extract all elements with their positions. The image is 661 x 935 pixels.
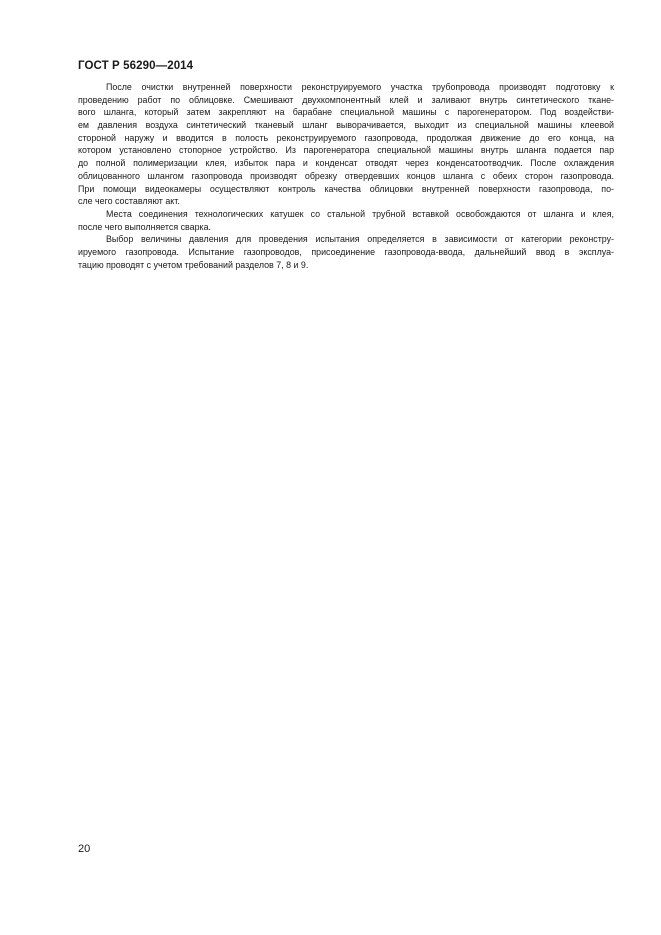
text-line: проведению работ по облицовке. Смешивают двухкомпонентный клей и заливают внутрь синтетического ткане-: [78, 94, 614, 105]
text-line: тацию проводят с учетом требований разделов 7, 8 и 9.: [78, 259, 309, 270]
text-line: ем давления воздуха синтетический тканевый шланг выворачивается, выходит из специальной машины клеевой: [78, 120, 614, 131]
paragraph-1: [78, 81, 614, 208]
text-line: Выбор величины давления для проведения испытания определяется в зависимости от категории реконстру-: [106, 234, 614, 245]
text-line: вого шланга, который затем закрепляют на барабане специальной машины с парогенератором. Под воздействи-: [78, 107, 614, 118]
text-line: Места соединения технологических катушек со стальной трубной вставкой освобождаются от шланга и клея,: [106, 208, 614, 219]
text-line: после чего выполняется сварка.: [78, 221, 212, 232]
text-line: сле чего составляют акт.: [78, 196, 180, 207]
text-line: облицованного шлангом газопровода производят обрезку отвердевших концов шланга с обеих сторон газопровода.: [78, 170, 614, 181]
text-line: После очистки внутренней поверхности реконструируемого участка трубопровода производят подготовку к: [106, 82, 614, 92]
document-header: ГОСТ Р 56290—2014: [78, 60, 194, 72]
text-line: При помощи видеокамеры осуществляют контроль качества облицовки внутренней поверхности газопровода, по-: [78, 183, 614, 194]
document-body: [78, 81, 614, 271]
text-line: до полной полимеризации клея, избыток пара и конденсат отводят через конденсатоотводчик. После охлаждения: [78, 158, 614, 169]
text-line: котором установлено стопорное устройство. Из парогенератора специальной машины внутрь шланга подается пар: [78, 145, 614, 156]
text-line: стороной наружу и вводится в полость реконструируемого газопровода, продолжая движение до его конца, на: [78, 132, 614, 143]
paragraph-3: [78, 233, 614, 271]
text-line: ируемого газопровода. Испытание газопроводов, присоединение газопровода-ввода, дальнейший ввод в эксплуа-: [78, 246, 614, 257]
page-number: 20: [78, 843, 91, 855]
paragraph-2: [78, 208, 614, 233]
